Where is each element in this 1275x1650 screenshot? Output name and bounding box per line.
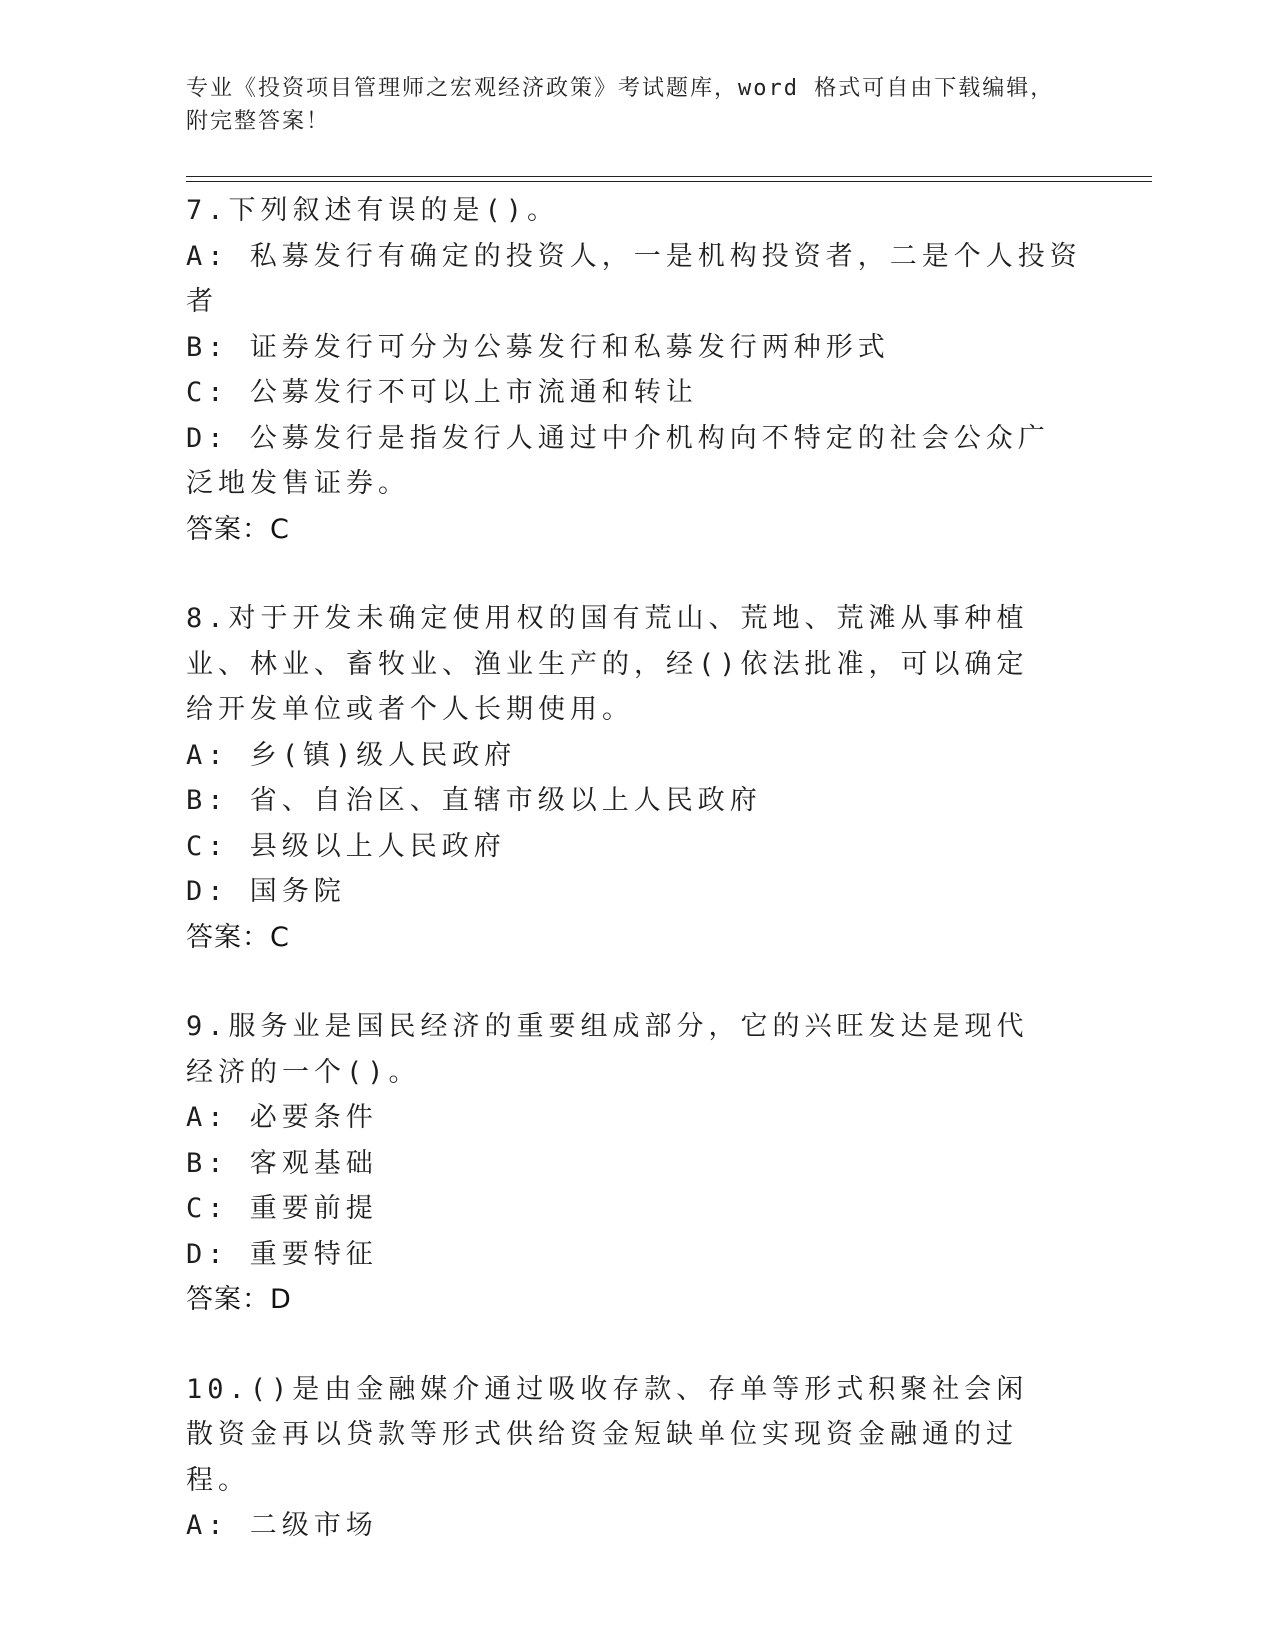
question-spacer [186,552,1086,596]
question-stem: 9.服务业是国民经济的重要组成部分，它的兴旺发达是现代经济的一个()。 [186,1011,1029,1088]
question-9 [186,1004,1086,1323]
header-line-1: 专业《投资项目管理师之宏观经济政策》考试题库，word 格式可自由下载编辑， [186,76,1055,101]
answer-label: 答案：C [186,921,290,953]
question-list [186,188,1086,1549]
option-a: A: 乡(镇)级人民政府 [186,739,517,771]
document-header [186,72,1066,138]
header-divider-top [186,176,1152,177]
question-stem: 7.下列叙述有误的是()。 [186,195,560,226]
option-a: A: 必要条件 [186,1102,378,1133]
question-10 [186,1367,1086,1549]
answer-label: 答案：D [186,1284,292,1315]
option-c: C: 重要前提 [186,1193,378,1224]
question-7 [186,188,1086,552]
option-b: B: 省、自治区、直辖市级以上人民政府 [186,785,762,816]
question-stem: 10.()是由金融媒介通过吸收存款、存单等形式积聚社会闲散资金再以贷款等形式供给资金短缺单位实现资金融通的过程。 [186,1373,1029,1496]
question-8 [186,596,1086,960]
option-a: A: 私募发行有确定的投资人，一是机构投资者，二是个人投资者 [186,240,1082,317]
question-stem: 8.对于开发未确定使用权的国有荒山、荒地、荒滩从事种植业、林业、畜牧业、渔业生产的，经()依法批准，可以确定给开发单位或者个人长期使用。 [186,603,1029,725]
question-spacer [186,960,1086,1004]
option-b: B: 客观基础 [186,1147,378,1179]
answer-label: 答案：C [186,513,290,545]
option-a: A: 二级市场 [186,1510,378,1541]
option-b: B: 证券发行可分为公募发行和私募发行两种形式 [186,331,890,363]
question-spacer [186,1323,1086,1367]
option-c: C: 公募发行不可以上市流通和转让 [186,377,698,408]
header-line-2: 附完整答案！ [186,109,331,134]
header-divider-bottom [186,181,1152,182]
option-d: D: 国务院 [186,876,346,907]
option-d: D: 重要特征 [186,1238,378,1270]
option-d: D: 公募发行是指发行人通过中介机构向不特定的社会公众广泛地发售证券。 [186,422,1050,499]
option-c: C: 县级以上人民政府 [186,830,506,862]
